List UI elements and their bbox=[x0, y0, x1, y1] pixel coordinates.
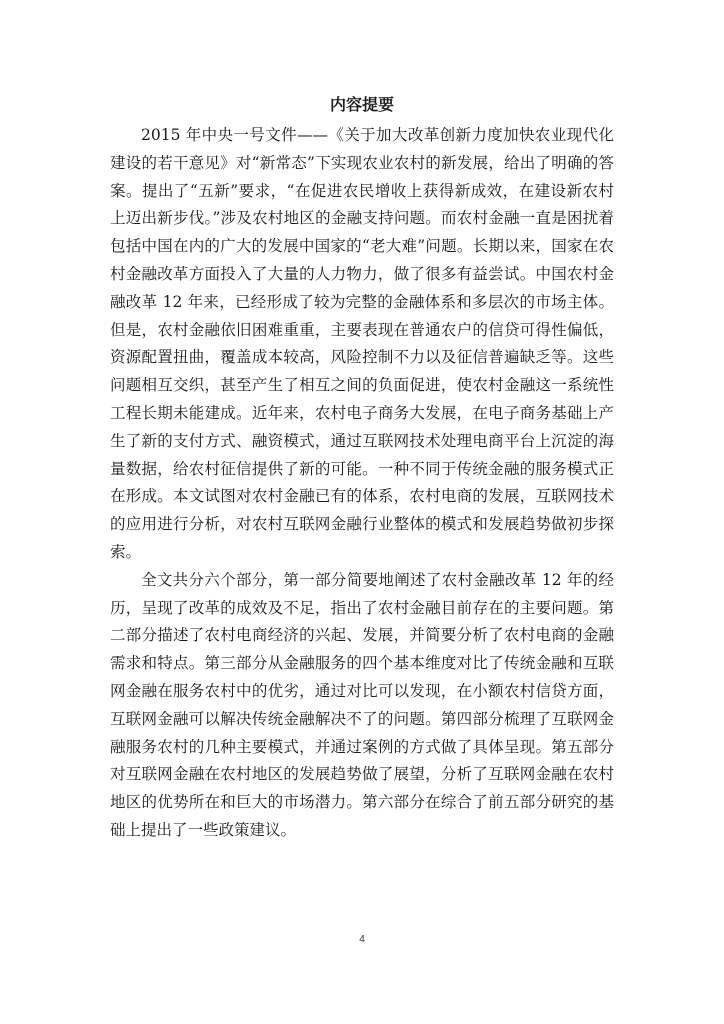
page-number: 4 bbox=[359, 934, 365, 945]
body-text bbox=[110, 122, 614, 845]
section-title: 内容提要 bbox=[329, 95, 394, 114]
paragraph-1: 2015 年中央一号文件——《关于加大改革创新力度加快农业现代化建设的若干意见》对“新常态”下实现农业农村的新发展，给出了明确的答案。提出了“五新”要求，“在促进农民增收上获得新成效，在建设新农村上迈出新步伐。”涉及农村地区的金融支持问题。而农村金融一直是困扰着包括中国在内的广大的发展中国家的“老大难”问题。长期以来，国家在农村金融改革方面投入了大量的人力物力，做了很多有益尝试。中国农村金融改革 12 年来，已经形成了较为完整的金融体系和多层次的市场主体。但是，农村金融依旧困难重重，主要表现在普通农户的信贷可得性偏低，资源配置扭曲，覆盖成本较高，风险控制不力以及征信普遍缺乏等。这些问题相互交织，甚至产生了相互之间的负面促进，使农村金融这一系统性工程长期未能建成。近年来，农村电子商务大发展，在电子商务基础上产生了新的支付方式、融资模式，通过互联网技术处理电商平台上沉淀的海量数据，给农村征信提供了新的可能。一种不同于传统金融的服务模式正在形成。本文试图对农村金融已有的体系，农村电商的发展，互联网技术的应用进行分析，对农村互联网金融行业整体的模式和发展趋势做初步探索。 bbox=[110, 126, 614, 561]
paragraph-2: 全文共分六个部分，第一部分简要地阐述了农村金融改革 12 年的经历，呈现了改革的成效及不足，指出了农村金融目前存在的主要问题。第二部分描述了农村电商经济的兴起、发展，并简要分析了农村电商的金融需求和特点。第三部分从金融服务的四个基本维度对比了传统金融和互联网金融在服务农村中的优劣，通过对比可以发现，在小额农村信贷方面，互联网金融可以解决传统金融解决不了的问题。第四部分梳理了互联网金融服务农村的几种主要模式，并通过案例的方式做了具体呈现。第五部分对互联网金融在农村地区的发展趋势做了展望，分析了互联网金融在农村地区的优势所在和巨大的市场潜力。第六部分在综合了前五部分研究的基础上提出了一些政策建议。 bbox=[110, 570, 614, 839]
